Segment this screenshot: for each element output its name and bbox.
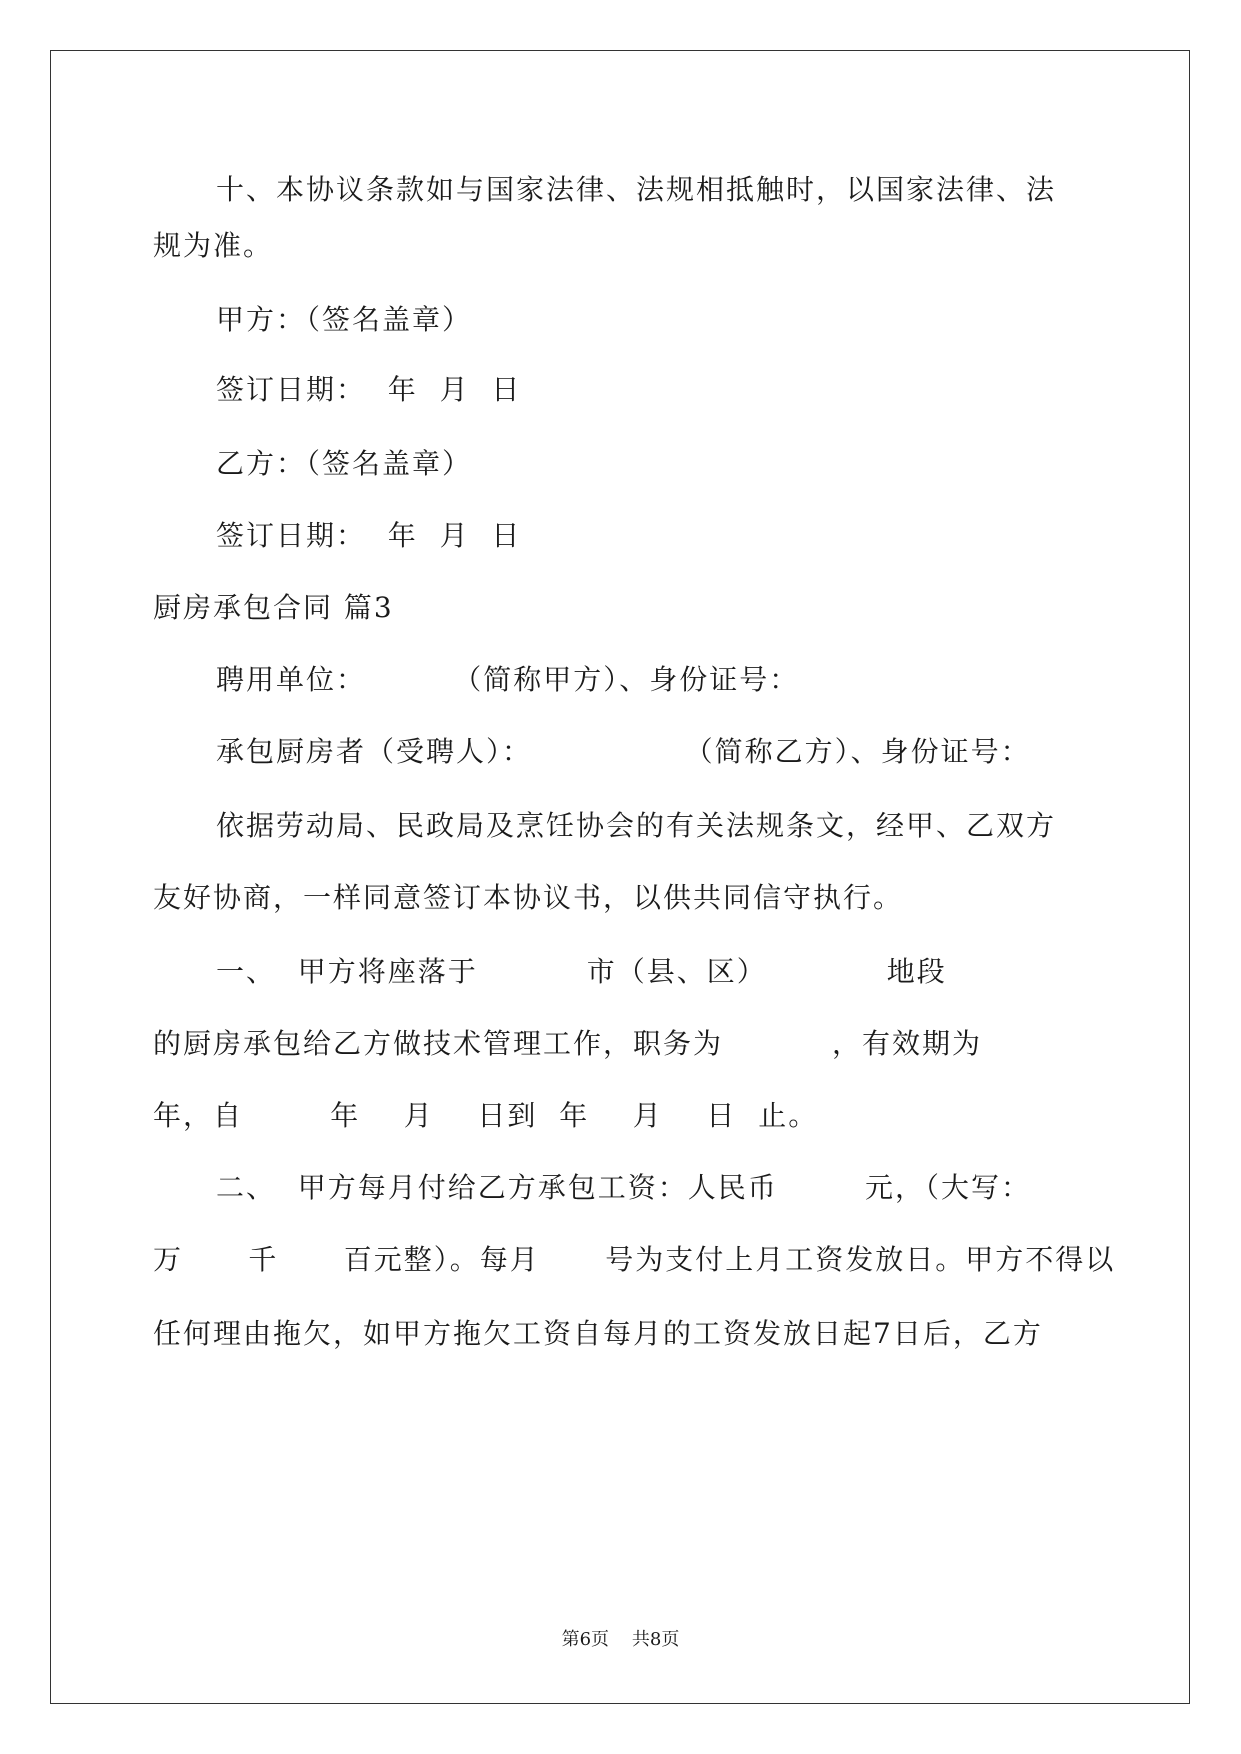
clause-10-line-2: 规为准。 [153, 229, 274, 262]
clause-1-line-3: 年，自 年 月 日到 年 月 日 止。 [153, 1099, 819, 1132]
clause-2-line-2: 万 千 百元整）。每月 号为支付上月工资发放日。甲方不得以 [153, 1243, 1116, 1276]
section-title: 厨房承包合同 篇3 [153, 591, 394, 624]
party-a-signature: 甲方：（签名盖章） [216, 303, 473, 336]
preamble-line-2: 友好协商，一样同意签订本协议书，以供共同信守执行。 [153, 881, 904, 914]
clause-2-line-1: 二、 甲方每月付给乙方承包工资：人民币 元，（大写： [216, 1171, 1032, 1204]
party-b-sign-date: 签订日期： 年 月 日 [216, 519, 522, 552]
preamble-line-1: 依据劳动局、民政局及烹饪协会的有关法规条文，经甲、乙双方 [216, 809, 1057, 842]
contractor-line: 承包厨房者（受聘人）： （简称乙方）、身份证号： [216, 735, 1031, 768]
party-a-sign-date: 签订日期： 年 月 日 [216, 373, 522, 406]
clause-1-line-2: 的厨房承包给乙方做技术管理工作，职务为 ，有效期为 [153, 1027, 983, 1060]
clause-2-line-3: 任何理由拖欠，如甲方拖欠工资自每月的工资发放日起7日后，乙方 [153, 1317, 1043, 1350]
employer-line: 聘用单位： （简称甲方）、身份证号： [216, 663, 800, 696]
clause-1-line-1: 一、 甲方将座落于 市（县、区） 地段 [216, 955, 947, 988]
page-number-footer: 第6页 共8页 [561, 1629, 680, 1650]
clause-10-line-1: 十、本协议条款如与国家法律、法规相抵触时，以国家法律、法 [216, 173, 1057, 206]
party-b-signature: 乙方：（签名盖章） [216, 447, 473, 480]
page-border [50, 50, 1190, 1704]
